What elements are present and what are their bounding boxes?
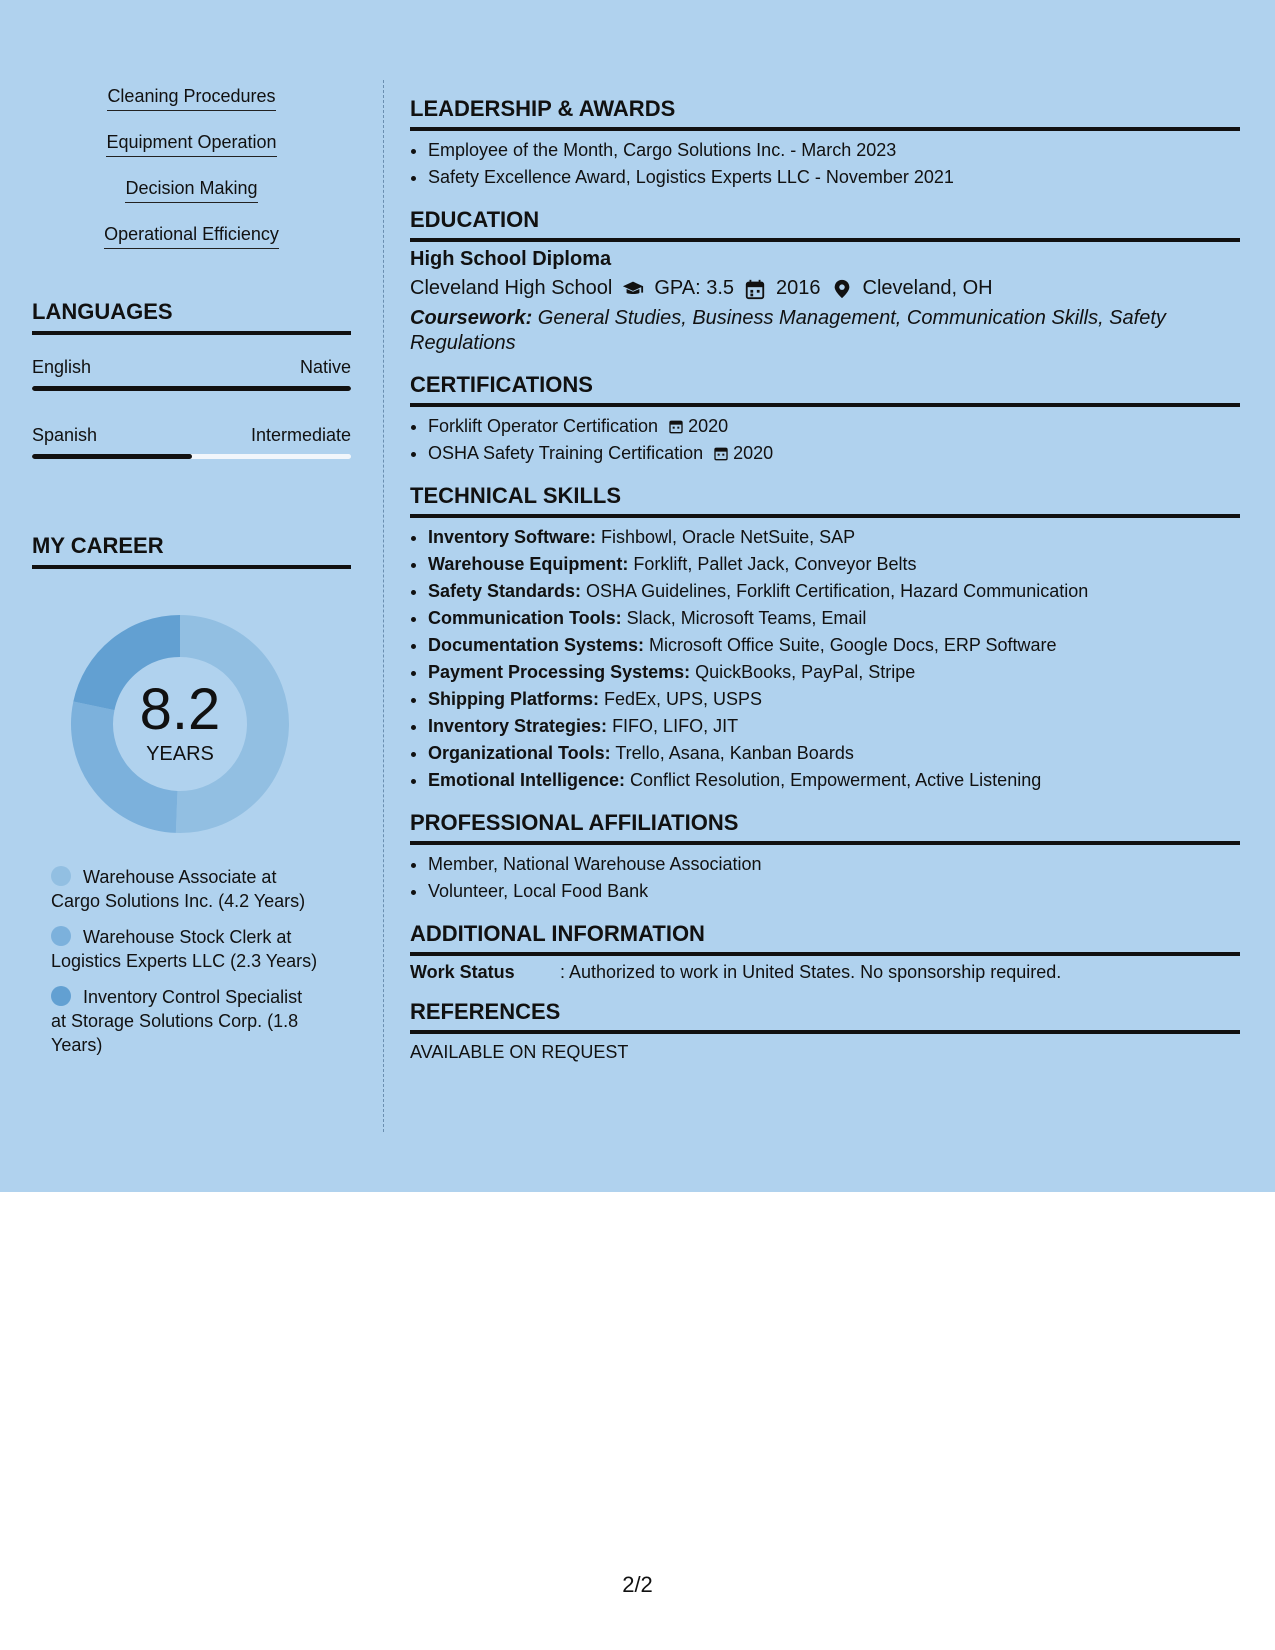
column-divider <box>383 80 384 1132</box>
calendar-icon <box>668 418 684 434</box>
language-spanish <box>32 425 351 459</box>
list-item: • Emotional Intelligence: Conflict Resolution, Empowerment, Active Listening <box>428 767 1240 794</box>
additional-info-section <box>410 921 1240 983</box>
edu-details <box>410 277 1240 300</box>
list-item: • Shipping Platforms: FedEx, UPS, USPS <box>428 686 1240 713</box>
legend-dot <box>51 926 71 946</box>
languages-title: LANGUAGES <box>32 299 351 335</box>
list-item: • Inventory Strategies: FIFO, LIFO, JIT <box>428 713 1240 740</box>
technical-skills-title: TECHNICAL SKILLS <box>410 483 1240 518</box>
certifications-title: CERTIFICATIONS <box>410 372 1240 407</box>
list-item: • Volunteer, Local Food Bank <box>428 878 1240 905</box>
location-pin-icon <box>831 278 853 300</box>
references-text: AVAILABLE ON REQUEST <box>410 1042 629 1062</box>
edu-gpa: GPA: 3.5 <box>654 277 735 299</box>
work-status-label: Work Status <box>410 962 515 982</box>
list-item: • Safety Excellence Award, Logistics Experts LLC - November 2021 <box>428 164 1240 191</box>
affiliations-title: PROFESSIONAL AFFILIATIONS <box>410 810 1240 845</box>
language-level: Intermediate <box>250 425 351 445</box>
technical-skills-section <box>410 483 1240 794</box>
career-title: MY CAREER <box>32 533 351 569</box>
graduation-cap-icon <box>622 278 644 300</box>
right-column <box>410 96 1240 1079</box>
edu-degree: High School Diploma <box>410 248 612 270</box>
certifications-section <box>410 372 1240 467</box>
career-unit: YEARS <box>146 743 214 765</box>
language-level: Native <box>299 357 351 377</box>
list-item: • Payment Processing Systems: QuickBooks, PayPal, Stripe <box>428 659 1240 686</box>
list-item: • OSHA Safety Training Certification 2020 <box>428 440 1240 467</box>
skills-list <box>32 86 351 249</box>
edu-location: Cleveland, OH <box>862 277 993 299</box>
additional-info-title: ADDITIONAL INFORMATION <box>410 921 1240 956</box>
calendar-icon <box>744 278 766 300</box>
list-item: • Warehouse Equipment: Forklift, Pallet Jack, Conveyor Belts <box>428 551 1240 578</box>
edu-school: Cleveland High School <box>410 277 613 299</box>
page-number: 2/2 <box>622 1572 653 1597</box>
skill-item: Operational Efficiency <box>104 224 279 249</box>
left-column <box>32 86 351 1057</box>
list-item: • Inventory Software: Fishbowl, Oracle NetSuite, SAP <box>428 524 1240 551</box>
skill-item: Decision Making <box>125 178 257 203</box>
calendar-icon <box>713 445 729 461</box>
legend-dot <box>51 986 71 1006</box>
language-proficiency-bar <box>32 454 351 459</box>
career-legend-item: Warehouse Stock Clerk at Logistics Experts LLC (2.3 Years) <box>51 927 318 971</box>
list-item: • Documentation Systems: Microsoft Office Suite, Google Docs, ERP Software <box>428 632 1240 659</box>
career-legend-item: Warehouse Associate at Cargo Solutions Inc. (4.2 Years) <box>51 867 306 911</box>
language-proficiency-bar <box>32 386 351 391</box>
career-total: 8.2 <box>139 677 221 742</box>
education-title: EDUCATION <box>410 207 1240 242</box>
references-section <box>410 999 1240 1063</box>
leadership-title: LEADERSHIP & AWARDS <box>410 96 1240 131</box>
edu-coursework: Coursework: General Studies, Business Management, Communication Skills, Safety Regulations <box>410 307 1166 354</box>
list-item: • Forklift Operator Certification 2020 <box>428 413 1240 440</box>
career-legend <box>32 865 351 1057</box>
career-legend-item: Inventory Control Specialist at Storage Solutions Corp. (1.8 Years) <box>51 987 303 1055</box>
leadership-section <box>410 96 1240 191</box>
skill-item: Equipment Operation <box>106 132 276 157</box>
list-item: • Member, National Warehouse Association <box>428 851 1240 878</box>
work-status-row <box>410 962 1240 983</box>
list-item: • Organizational Tools: Trello, Asana, Kanban Boards <box>428 740 1240 767</box>
list-item: • Employee of the Month, Cargo Solutions Inc. - March 2023 <box>428 137 1240 164</box>
skill-item: Cleaning Procedures <box>107 86 275 111</box>
language-english <box>32 357 351 391</box>
list-item: • Safety Standards: OSHA Guidelines, Forklift Certification, Hazard Communication <box>428 578 1240 605</box>
career-donut-chart <box>65 609 295 839</box>
language-name: English <box>32 357 92 377</box>
language-proficiency-fill <box>32 454 192 459</box>
legend-dot <box>51 866 71 886</box>
references-title: REFERENCES <box>410 999 1240 1034</box>
edu-year: 2016 <box>776 277 821 299</box>
work-status-value: : Authorized to work in United States. No sponsorship required. <box>560 962 1062 982</box>
language-proficiency-fill <box>32 386 351 391</box>
list-item: • Communication Tools: Slack, Microsoft Teams, Email <box>428 605 1240 632</box>
education-section <box>410 207 1240 356</box>
language-name: Spanish <box>32 425 98 445</box>
affiliations-section <box>410 810 1240 905</box>
